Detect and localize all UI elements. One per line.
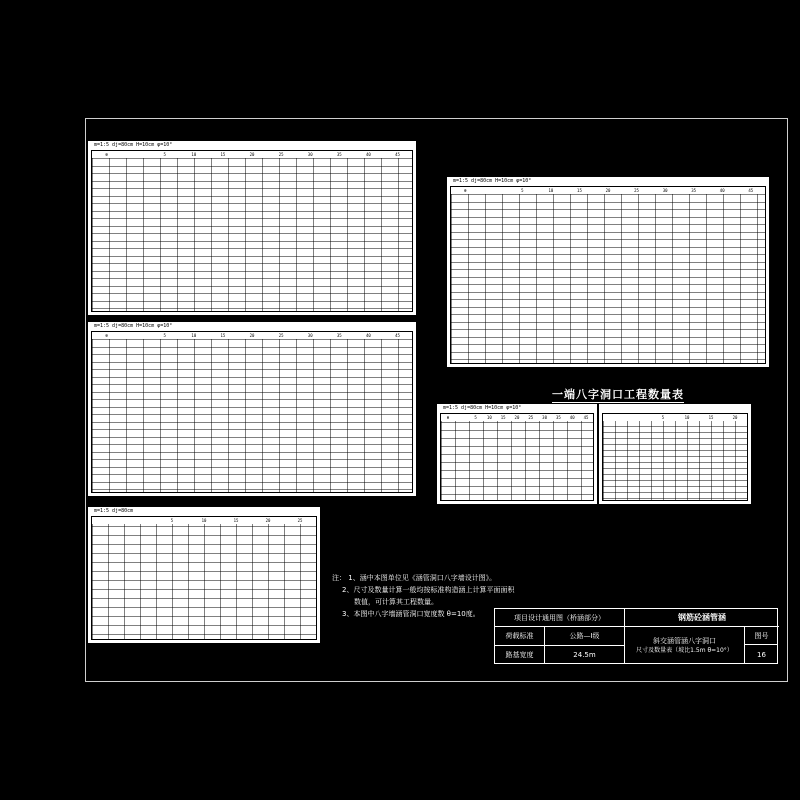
drawing-title-line-2: 尺寸及数量表（坡比1.5m θ=10°） — [636, 646, 733, 654]
table-header-cell: 5 — [150, 151, 179, 158]
note-line-4: 3、本图中八字墙涵管洞口宽度数 θ=10度。 — [342, 610, 480, 618]
table-grid — [91, 331, 413, 493]
drawing-title — [625, 627, 745, 664]
road-class-label: 荷载标准 — [495, 627, 545, 646]
table-caption: m=1:5 dj=80cm H=10cm φ=10° — [443, 405, 522, 411]
table-header-cell: 40 — [354, 151, 383, 158]
table-header-cell — [121, 151, 150, 158]
table-header-cell: 35 — [552, 414, 566, 421]
table-grid — [91, 516, 317, 640]
table-header-cell: θ — [92, 332, 121, 339]
table-header-row — [441, 414, 593, 421]
table-header-cell — [603, 414, 627, 421]
table-caption: m=1:5 dj=80cm H=10cm φ=10° — [94, 142, 173, 148]
title-block-group: 钢筋砼涵管涵 — [625, 609, 779, 627]
table-header-cell: 20 — [594, 187, 623, 194]
table-header-cell: 5 — [508, 187, 537, 194]
notes-label: 注： — [332, 574, 346, 582]
table-header-cell: 15 — [208, 332, 237, 339]
table-header-cell: 15 — [496, 414, 510, 421]
table-header-cell: 15 — [699, 414, 723, 421]
drawing-title-line-1: 斜交涵管涵八字洞口 — [653, 636, 716, 645]
table-header-cell: 10 — [482, 414, 496, 421]
table-header-cell: 35 — [325, 332, 354, 339]
quantity-table-3 — [447, 177, 769, 367]
width-value: 24.5m — [545, 646, 625, 664]
quantity-table-6 — [599, 404, 751, 504]
table-header-row — [603, 414, 747, 421]
table-header-cell: 10 — [179, 332, 208, 339]
table-grid — [91, 150, 413, 312]
notes — [332, 572, 514, 620]
table-header-cell: 25 — [267, 332, 296, 339]
table-header-cell: 15 — [208, 151, 237, 158]
table-header-cell: 30 — [651, 187, 680, 194]
quantity-table-1 — [88, 141, 416, 315]
table-header-cell: θ — [92, 151, 121, 158]
table-header-cell — [121, 332, 150, 339]
table-grid — [602, 413, 748, 501]
table-header-cell: 45 — [736, 187, 765, 194]
table-header-cell: θ — [451, 187, 480, 194]
table-header-cell: 5 — [469, 414, 483, 421]
table-header-cell: 40 — [354, 332, 383, 339]
table-header-row — [451, 187, 765, 194]
table-header-cell: 20 — [252, 517, 284, 524]
table-header-cell: 10 — [537, 187, 566, 194]
table-header-cell — [627, 414, 651, 421]
table-header-cell: 20 — [237, 332, 266, 339]
table-header-cell: 5 — [150, 332, 179, 339]
table-header-cell: 20 — [723, 414, 747, 421]
table-header-cell — [480, 187, 509, 194]
title-block-org: 项目设计通用图（桥涵部分） — [495, 609, 625, 627]
table-header-cell: 10 — [675, 414, 699, 421]
note-text: 1、涵中本图单位见《涵管洞口八字墙设计图》。 — [348, 574, 497, 582]
table-header-row — [92, 332, 412, 339]
table-header-cell — [455, 414, 469, 421]
road-class-value: 公路—I级 — [545, 627, 625, 646]
table-header-cell: 25 — [267, 151, 296, 158]
table-header-cell: 40 — [565, 414, 579, 421]
table-header-cell: 15 — [220, 517, 252, 524]
section-title: 一端八字洞口工程数量表 — [552, 388, 684, 401]
table-header-cell: 25 — [524, 414, 538, 421]
quantity-table-5 — [437, 404, 597, 504]
table-header-cell: 30 — [538, 414, 552, 421]
table-header-row — [92, 517, 316, 524]
table-caption: m=1:5 dj=80cm H=10cm φ=10° — [453, 178, 532, 184]
table-header-cell: 25 — [622, 187, 651, 194]
table-header-cell: 25 — [284, 517, 316, 524]
table-header-row — [92, 151, 412, 158]
table-header-cell: θ — [441, 414, 455, 421]
title-block — [494, 608, 778, 664]
table-header-cell: 20 — [510, 414, 524, 421]
quantity-table-4 — [88, 507, 320, 643]
table-header-cell — [92, 517, 124, 524]
note-line-2: 2、尺寸及数量计算一般均按标准构造涵上计算平面面积 — [342, 586, 515, 594]
table-header-cell: 30 — [296, 151, 325, 158]
table-header-cell: 5 — [651, 414, 675, 421]
width-label: 路基宽度 — [495, 646, 545, 664]
table-caption: m=1:5 dj=80cm H=10cm φ=10° — [94, 323, 173, 329]
table-header-cell: 45 — [579, 414, 593, 421]
table-header-cell: 40 — [708, 187, 737, 194]
quantity-table-2 — [88, 322, 416, 496]
table-header-cell — [124, 517, 156, 524]
table-header-cell: 20 — [237, 151, 266, 158]
table-caption: m=1:5 dj=80cm — [94, 508, 134, 514]
table-header-cell: 15 — [565, 187, 594, 194]
table-header-cell: 45 — [383, 332, 412, 339]
table-header-cell: 35 — [679, 187, 708, 194]
table-grid — [450, 186, 766, 364]
table-header-cell: 35 — [325, 151, 354, 158]
note-line-3: 数值，可计算其工程数量。 — [354, 598, 438, 606]
note-line-1 — [332, 572, 514, 584]
table-header-cell: 45 — [383, 151, 412, 158]
table-header-cell: 10 — [188, 517, 220, 524]
table-header-cell: 5 — [156, 517, 188, 524]
table-header-cell: 30 — [296, 332, 325, 339]
table-caption — [599, 404, 751, 413]
table-header-cell: 10 — [179, 151, 208, 158]
sheet-no-label: 图号 — [745, 627, 778, 645]
table-grid — [440, 413, 594, 501]
sheet-no-value: 16 — [757, 650, 766, 659]
